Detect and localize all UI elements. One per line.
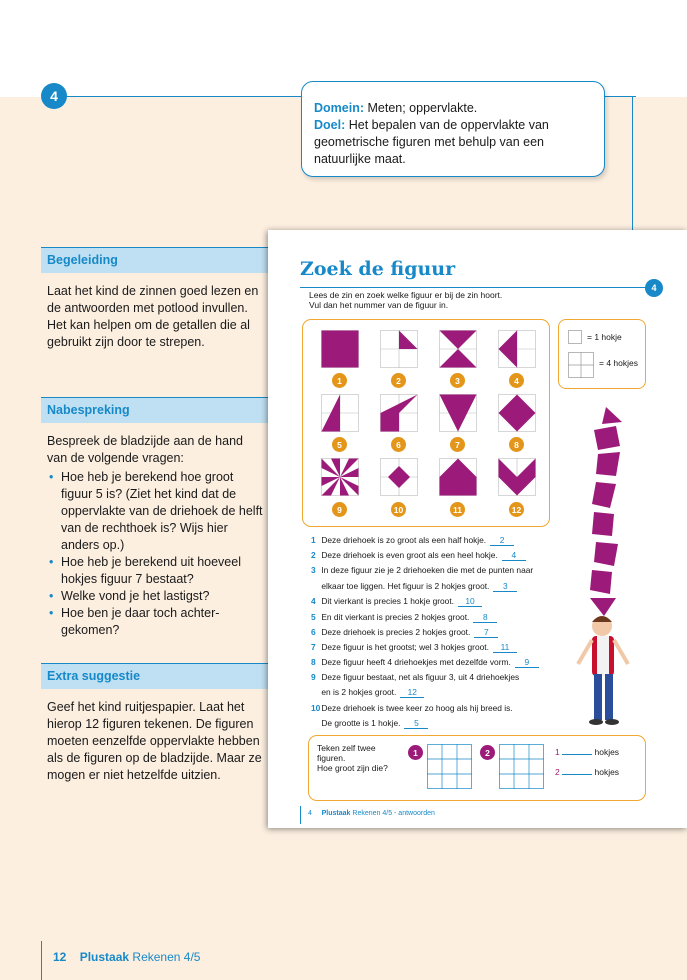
four-cells-icon [568, 352, 594, 378]
worksheet-footer: 4 Plustaak Rekenen 4/5 - antwoorden [308, 810, 435, 817]
legend-four-label: = 4 hokjes [599, 358, 638, 368]
section-begeleiding [41, 247, 269, 351]
footer-text: Rekenen 4/5 [132, 950, 201, 964]
goal-text: Het bepalen van de oppervlakte van geometrische figuren met behulp van een natuurlijke maat. [314, 118, 549, 166]
title-rule [300, 287, 656, 288]
footer-brand: Plustaak [79, 950, 130, 964]
section-text: Geef het kind ruitjespapier. Laat het hierop 12 figuren tekenen. De figuren moeten eenzelfde oppervlakte hebben als de figuren op de bladzijde. Maar ze mogen er niet hetzelfde uitzien. [47, 700, 262, 782]
figure-4 [498, 330, 536, 368]
goal-label: Doel: [314, 118, 346, 132]
answer-field[interactable]: 9 [515, 657, 539, 668]
figure-number: 9 [332, 502, 347, 517]
list-item: • Hoe heb je berekend hoe groot figuur 5 is? (Ziet het kind dat de oppervlakte van de driehoek de helft van de rechthoek is? Wijs hier anders op.) [61, 469, 263, 554]
section-text [41, 423, 269, 639]
section-text: Laat het kind de zinnen goed lezen en de antwoorden met potlood invullen. Het kan helpen om de getallen die al gebruikt zijn door te strepen. [47, 284, 259, 349]
figure-12 [498, 458, 536, 496]
answer-field[interactable]: 12 [400, 687, 424, 698]
drawing-grid-2[interactable] [499, 744, 544, 789]
exercise-number: 2 [480, 745, 495, 760]
question-line: 2 Deze driehoek is even groot als een heel hokje. 4 [311, 550, 526, 561]
list-item: • Welke vond je het lastigst? [61, 588, 263, 605]
answer-field[interactable]: 2 [490, 535, 514, 546]
figure-7 [439, 394, 477, 432]
figure-number: 6 [391, 437, 406, 452]
question-line: 8 Deze figuur heeft 4 driehoekjes met dezelfde vorm. 9 [311, 657, 539, 668]
page-footer-rule [41, 941, 42, 980]
answer-field[interactable]: 11 [493, 642, 517, 653]
section-heading: Begeleiding [41, 247, 269, 273]
question-line: en is 2 hokjes groot. 12 [311, 687, 424, 698]
answer-blank[interactable] [562, 774, 592, 775]
question-line: 1 Deze driehoek is zo groot als een half hokje. 2 [311, 535, 514, 546]
figure-panel [302, 319, 550, 527]
figure-number: 4 [509, 373, 524, 388]
answer-field[interactable]: 10 [458, 596, 482, 607]
question-line: elkaar toe liggen. Het figuur is 2 hokjes groot. 3 [311, 581, 517, 592]
figure-number: 11 [450, 502, 465, 517]
section-heading: Nabespreking [41, 397, 269, 423]
figure-9 [321, 458, 359, 496]
figure-number: 8 [509, 437, 524, 452]
goal-box [301, 81, 605, 177]
list-item: • Hoe ben je daar toch achtergekomen? [61, 605, 263, 639]
header-rule-vertical [632, 96, 633, 236]
domain-label: Domein: [314, 101, 364, 115]
figure-number: 7 [450, 437, 465, 452]
boy-with-shapes-illustration [568, 402, 648, 732]
figure-number: 3 [450, 373, 465, 388]
exercise-instruction: Teken zelf twee figuren. Hoe groot zijn die? [317, 743, 388, 773]
question-line: De grootte is 1 hokje. 5 [311, 718, 428, 729]
question-line: 10 Deze driehoek is twee keer zo hoog als hij breed is. [311, 703, 513, 713]
legend-one-label: = 1 hokje [587, 332, 622, 342]
question-line: 6 Deze driehoek is precies 2 hokjes groot. 7 [311, 627, 498, 638]
figure-5 [321, 394, 359, 432]
answer-line-2: 2 hokjes [555, 767, 620, 777]
figure-1 [321, 330, 359, 368]
figure-number: 1 [332, 373, 347, 388]
figure-8 [498, 394, 536, 432]
section-heading: Extra suggestie [41, 663, 269, 689]
answer-line-1: 1 hokjes [555, 747, 620, 757]
instruction-line: Lees de zin en zoek welke figuur er bij de zin hoort. [309, 290, 503, 300]
answer-field[interactable]: 8 [473, 612, 497, 623]
question-list [47, 469, 263, 639]
exercise-number: 1 [408, 745, 423, 760]
figure-11 [439, 458, 477, 496]
figure-3 [439, 330, 477, 368]
answer-field[interactable]: 7 [474, 627, 498, 638]
question-line: 4 Dit vierkant is precies 1 hokje groot. 10 [311, 596, 482, 607]
answer-blank[interactable] [562, 754, 592, 755]
answer-field[interactable]: 3 [493, 581, 517, 592]
section-extra-suggestie [41, 663, 269, 784]
figure-number: 12 [509, 502, 524, 517]
question-line: 3 In deze figuur zie je 2 driehoeken die met de punten naar [311, 565, 534, 575]
section-intro: Bespreek de bladzijde aan de hand van de volgende vragen: [47, 434, 243, 465]
figure-10 [380, 458, 418, 496]
figure-number: 10 [391, 502, 406, 517]
lesson-number-badge: 4 [41, 83, 67, 109]
worksheet-instructions [309, 290, 502, 310]
instruction-line: Vul dan het nummer van de figuur in. [309, 300, 449, 310]
domain-text: Meten; oppervlakte. [367, 101, 478, 115]
page-number: 12 [53, 950, 67, 964]
worksheet-badge: 4 [645, 279, 663, 297]
figure-number: 5 [332, 437, 347, 452]
worksheet-page [268, 230, 687, 828]
worksheet-title: Zoek de figuur [300, 258, 456, 280]
drawing-grid-1[interactable] [427, 744, 472, 789]
legend-panel [558, 319, 646, 389]
one-cell-icon [568, 330, 582, 344]
answer-field[interactable]: 4 [502, 550, 526, 561]
answer-field[interactable]: 5 [404, 718, 428, 729]
page-footer [53, 950, 200, 964]
question-line: 7 Deze figuur is het grootst; wel 3 hokjes groot. 11 [311, 642, 517, 653]
figure-number: 2 [391, 373, 406, 388]
list-item: • Hoe heb je berekend uit hoeveel hokjes figuur 7 bestaat? [61, 554, 263, 588]
worksheet-footer-rule [300, 806, 301, 824]
section-nabespreking [41, 397, 269, 639]
figure-6 [380, 394, 418, 432]
figure-2 [380, 330, 418, 368]
draw-exercise-panel [308, 735, 646, 801]
question-line: 5 En dit vierkant is precies 2 hokjes groot. 8 [311, 612, 497, 623]
question-line: 9 Deze figuur bestaat, net als figuur 3, uit 4 driehoekjes [311, 672, 520, 682]
